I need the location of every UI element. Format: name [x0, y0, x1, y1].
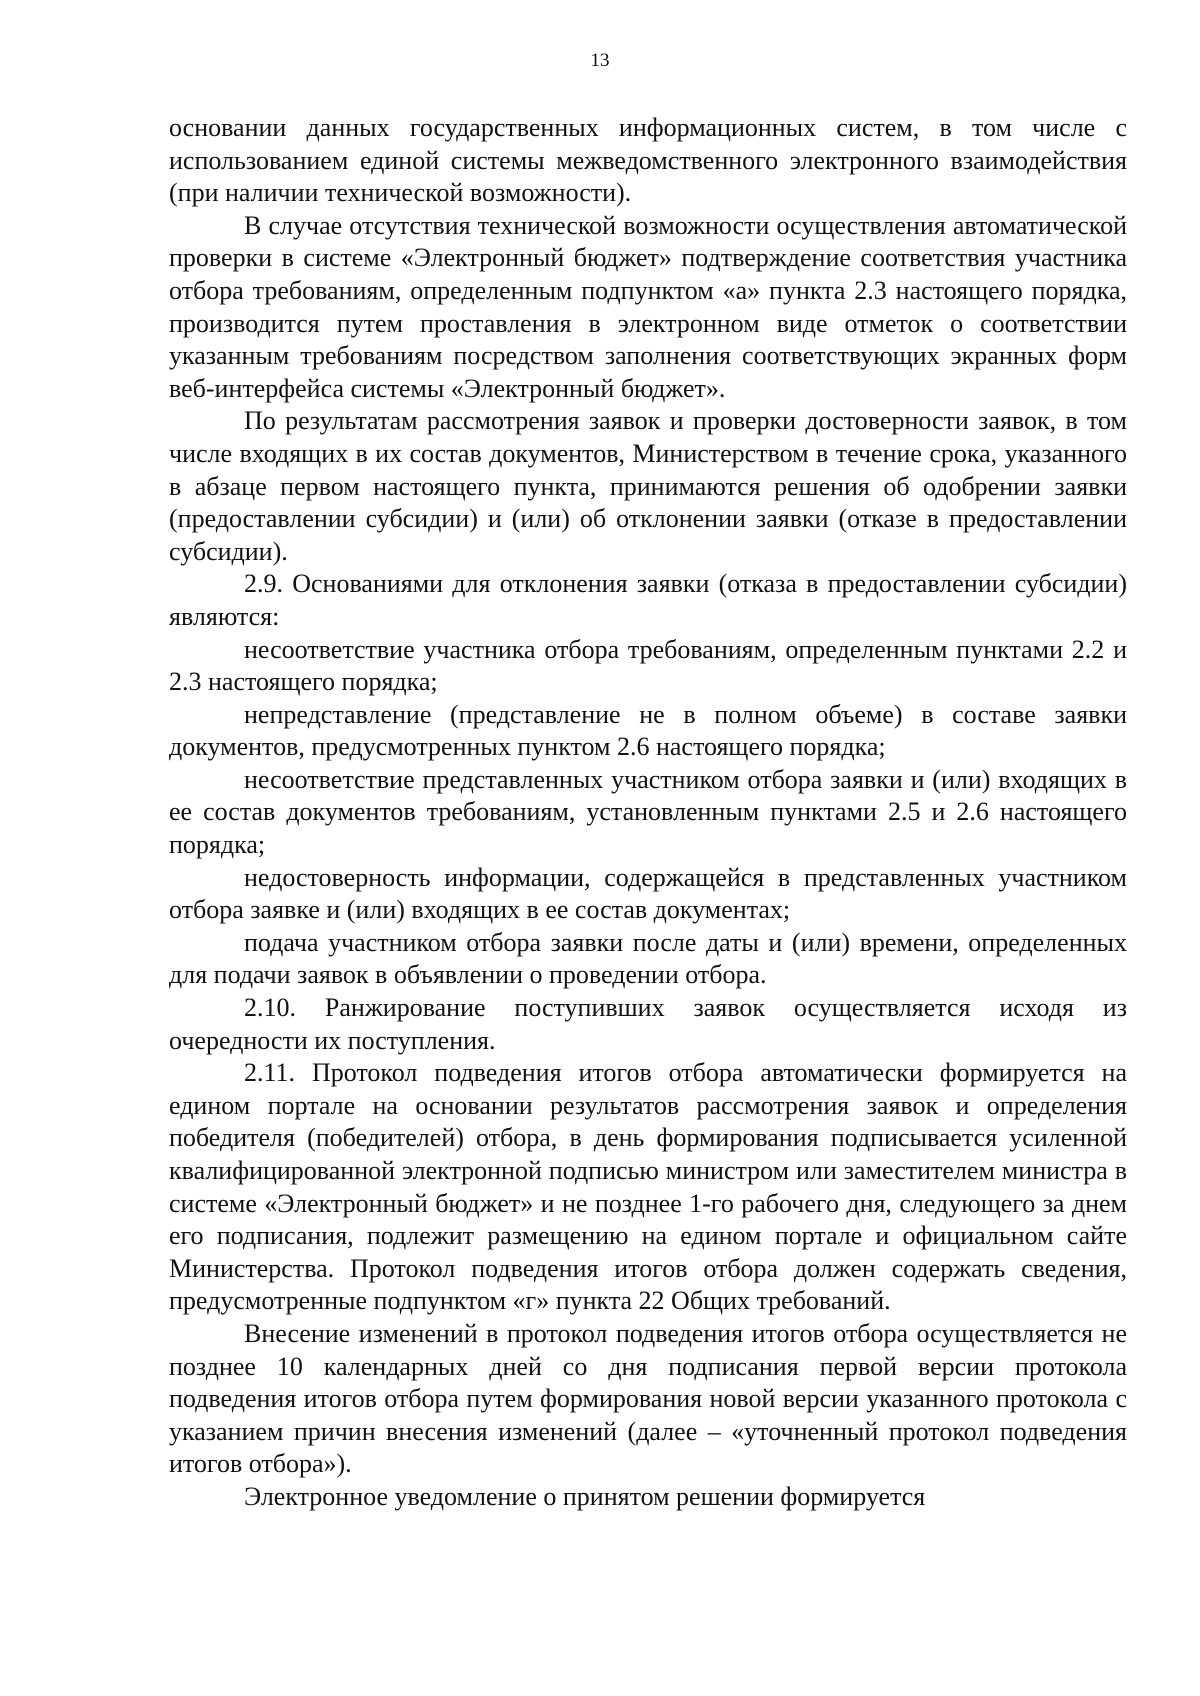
- paragraph-2-11-protocol: 2.11. Протокол подведения итогов отбора автоматически формируется на едином портале на основании результатов рассмотрения заявок и определения победителя (победителей) отбора, в день формирования подписывается усиленной квалифицированной электронной подписью министром или заместителем министра в системе «Электронный бюджет» и не позднее 1-го рабочего дня, следующего за днем его подписания, подлежит размещению на едином портале и официальном сайте Министерства. Протокол подведения итогов отбора должен содержать сведения, предусмотренные подпунктом «г» пункта 22 Общих требований.: [169, 1058, 1127, 1316]
- paragraph-electronic-budget-check: В случае отсутствия технической возможности осуществления автоматической проверки в системе «Электронный бюджет» подтверждение соответствия участника отбора требованиям, определенным подпунктом «а» пункта 2.3 настоящего порядка, производится путем проставления в электронном виде отметок о соответствии указанным требованиям посредством заполнения соответствующих экранных форм веб-интерфейса системы «Электронный бюджет».: [169, 210, 1127, 403]
- paragraph-2-10-ranking: 2.10. Ранжирование поступивших заявок осуществляется исходя из очередности их поступления.: [169, 993, 1127, 1055]
- page-number: 13: [590, 50, 610, 71]
- paragraph-electronic-notification: Электронное уведомление о принятом решении формируется: [244, 1481, 926, 1511]
- paragraph-protocol-amendments: Внесение изменений в протокол подведения итогов отбора осуществляется не позднее 10 календарных дней со дня подписания первой версии протокола подведения итогов отбора путем формирования новой версии указанного протокола с указанием причин внесения изменений (далее – «уточненный протокол подведения итогов отбора»).: [169, 1318, 1127, 1479]
- rejection-ground-item: несоответствие представленных участником отбора заявки и (или) входящих в ее состав документов требованиям, установленным пунктами 2.5 и 2.6 настоящего порядка;: [169, 764, 1127, 860]
- paragraph-2-9-rejection-grounds: 2.9. Основаниями для отклонения заявки (отказа в предоставлении субсидии) являются:: [169, 569, 1127, 631]
- rejection-ground-item: непредставление (представление не в полном объеме) в составе заявки документов, предусмотренных пунктом 2.6 настоящего порядка;: [169, 699, 1127, 762]
- rejection-ground-item: недостоверность информации, содержащейся в представленных участником отбора заявке и (или) входящих в ее состав документах;: [169, 862, 1127, 925]
- rejection-ground-item: подача участником отбора заявки после даты и (или) времени, определенных для подачи заявок в объявлении о проведении отбора.: [169, 927, 1127, 990]
- paragraph-review-results: По результатам рассмотрения заявок и проверки достоверности заявок, в том числе входящих в их состав документов, Министерством в течение срока, указанного в абзаце первом настоящего пункта, принимаются решения об одобрении заявки (предоставлении субсидии) и (или) об отклонении заявки (отказе в предоставлении субсидии).: [169, 406, 1127, 566]
- paragraph-continuation: основании данных государственных информационных систем, в том числе с использованием единой системы межведомственного электронного взаимодействия (при наличии технической возможности).: [169, 113, 1127, 208]
- rejection-ground-item: несоответствие участника отбора требованиям, определенным пунктами 2.2 и 2.3 настоящего порядка;: [169, 634, 1127, 697]
- document-body: [169, 112, 1127, 1514]
